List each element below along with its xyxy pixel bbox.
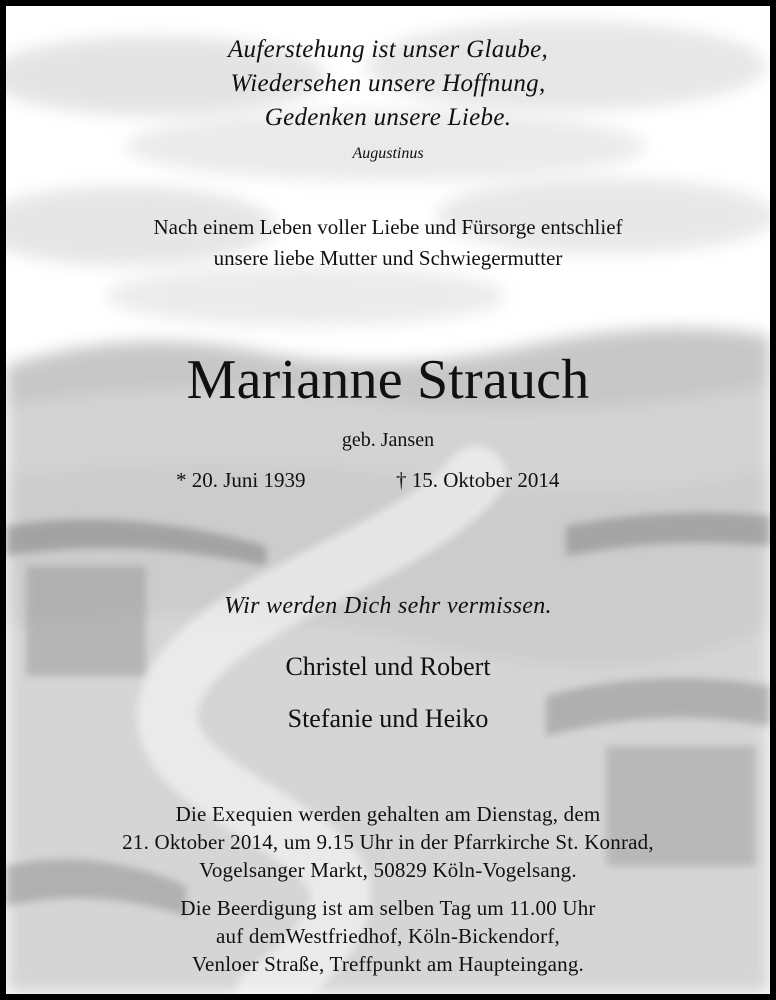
service-line-3: Vogelsanger Markt, 50829 Köln-Vogelsang. — [199, 858, 577, 882]
burial-line-2: auf demWestfriedhof, Köln-Bickendorf, — [216, 924, 560, 948]
mourner-2: Stefanie und Heiko — [287, 704, 489, 733]
deceased-name: Marianne Strauch — [186, 349, 590, 411]
intro-line-2: unsere liebe Mutter und Schwiegermutter — [213, 246, 563, 270]
notice-text — [6, 6, 770, 994]
service-line-2: 21. Oktober 2014, um 9.15 Uhr in der Pfarrkirche St. Konrad, — [122, 830, 654, 854]
farewell-line: Wir werden Dich sehr vermissen. — [224, 593, 552, 619]
life-dates — [6, 468, 770, 496]
birth-date: * 20. Juni 1939 — [176, 468, 306, 492]
death-date: † 15. Oktober 2014 — [396, 468, 560, 492]
burial-line-1: Die Beerdigung ist am selben Tag um 11.00 Uhr — [180, 896, 596, 920]
motto-line-3: Gedenken unsere Liebe. — [264, 104, 512, 131]
maiden-name: geb. Jansen — [341, 429, 435, 451]
intro-line-1: Nach einem Leben voller Liebe und Fürsorge entschlief — [153, 215, 623, 239]
motto-line-2: Wiedersehen unsere Hoffnung, — [230, 70, 546, 97]
mourner-1: Christel und Robert — [285, 652, 491, 681]
motto-author: Augustinus — [352, 145, 424, 162]
service-line-1: Die Exequien werden gehalten am Dienstag, dem — [175, 802, 601, 826]
burial-line-3: Venloer Straße, Treffpunkt am Haupteingang. — [192, 952, 584, 976]
motto-line-1: Auferstehung ist unser Glaube, — [227, 36, 549, 63]
